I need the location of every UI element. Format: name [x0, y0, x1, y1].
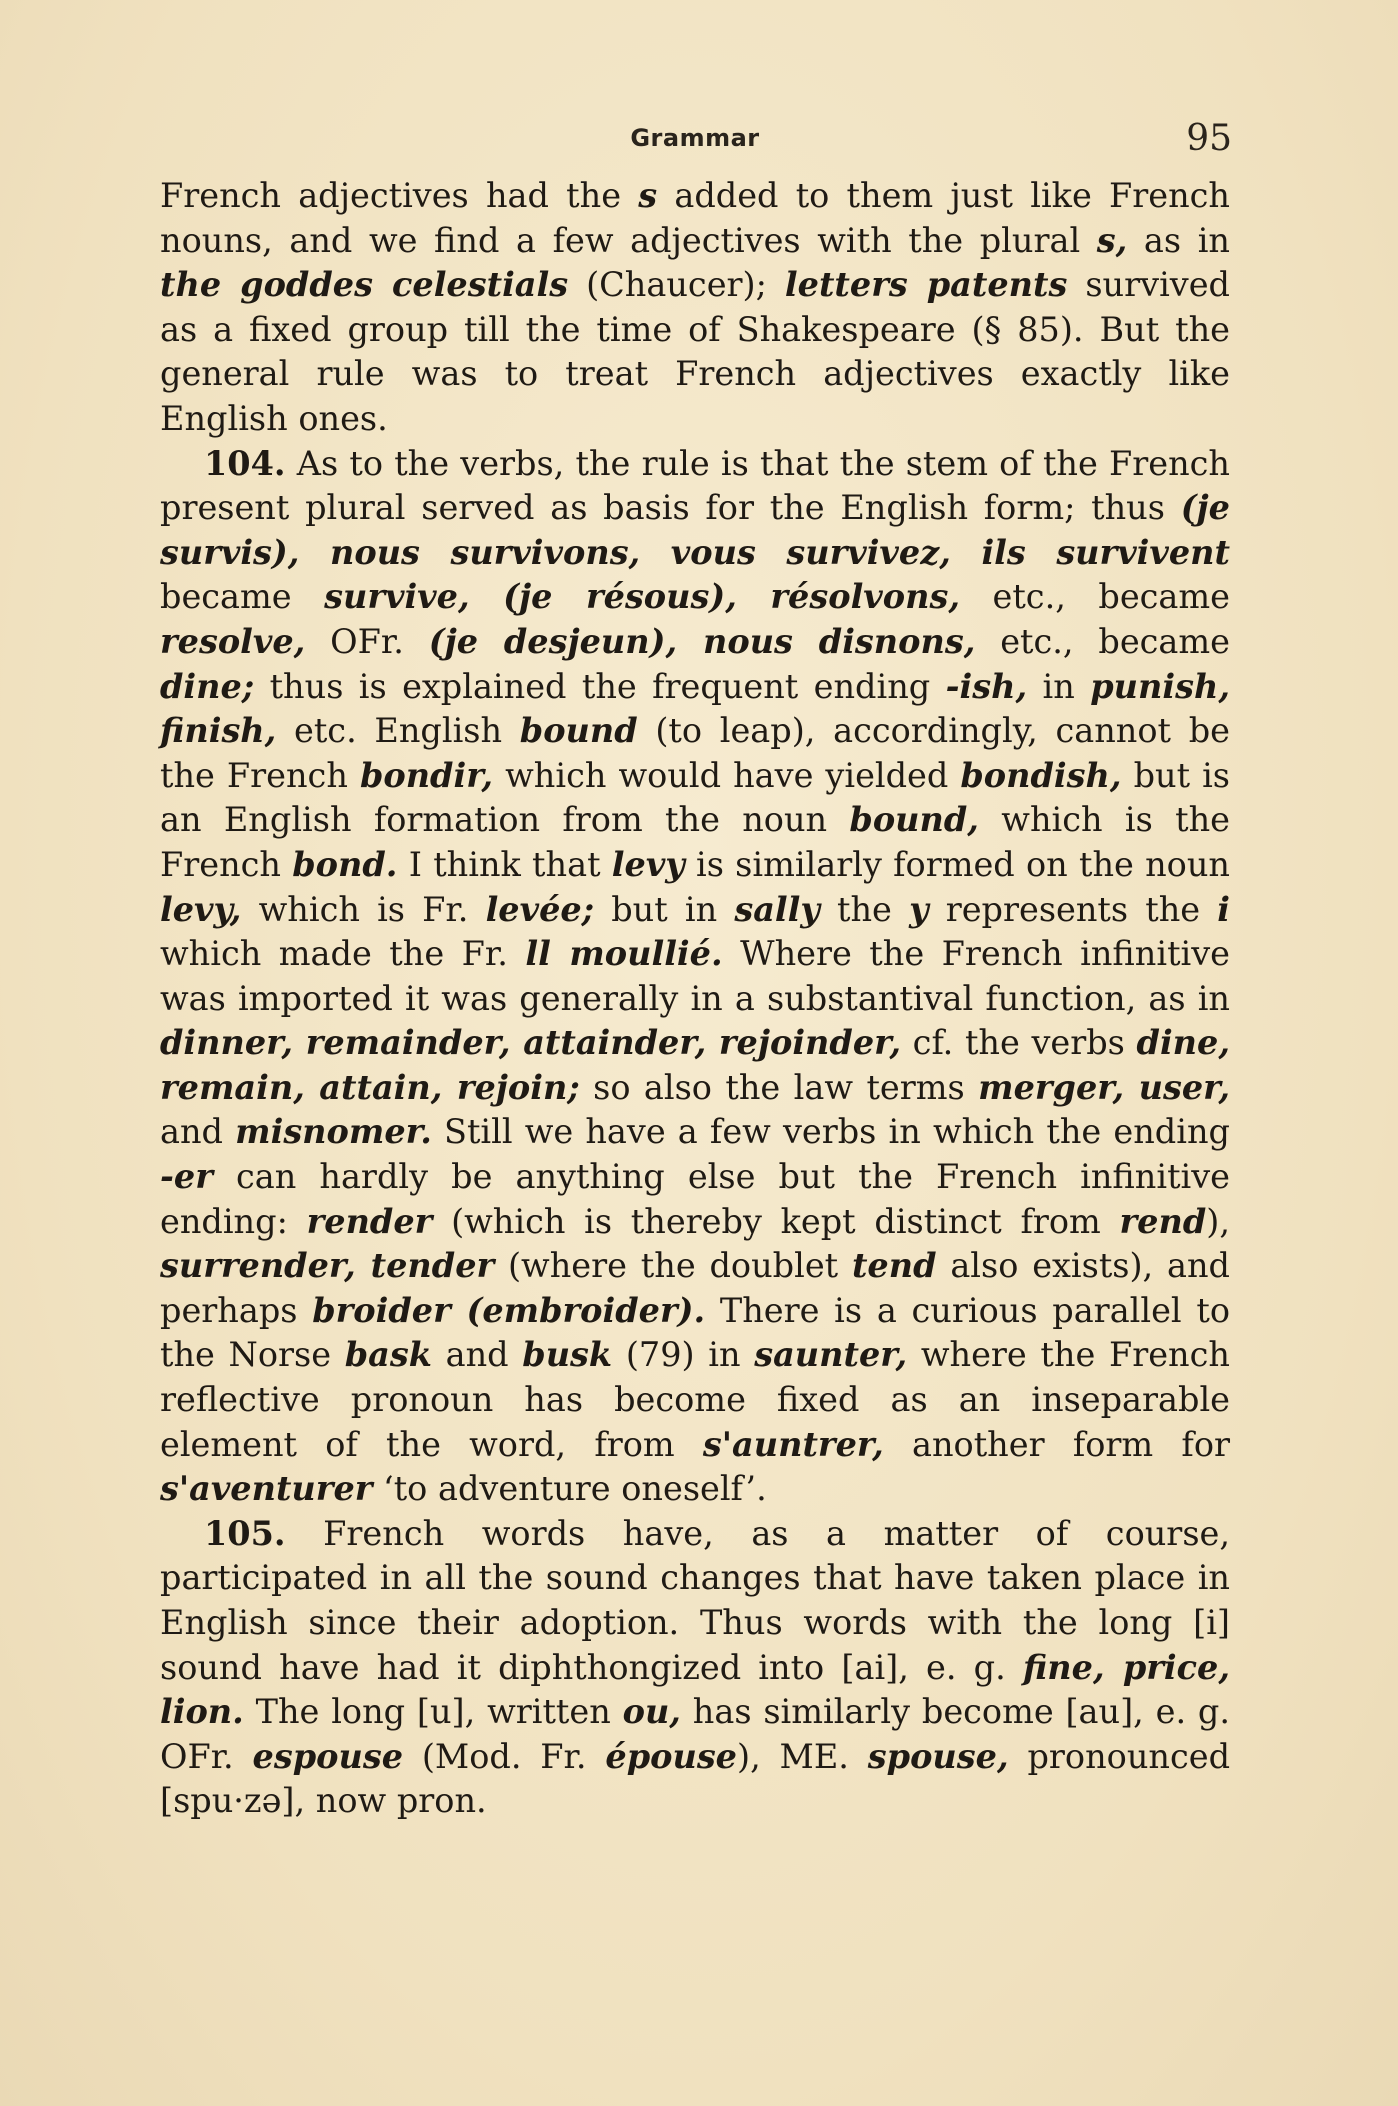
text-run: ‘to adventure oneself’. — [372, 1469, 767, 1509]
text-run: has similarly become [au], e. g. OFr. — [160, 1692, 1230, 1776]
italic-term: bondir, — [359, 755, 494, 795]
text-run: and — [160, 1112, 236, 1152]
italic-term: (je survis), nous survivons, vous survivez, ils survivent — [160, 488, 1230, 572]
italic-term: survive, (je résous), résolvons, — [324, 577, 960, 617]
text-run: thus is explained the frequent ending — [254, 666, 946, 706]
text-run: the — [819, 889, 910, 929]
text-run: ), ME. — [737, 1736, 868, 1776]
italic-term: i — [1217, 889, 1231, 929]
italic-term: s — [638, 176, 658, 215]
text-run: etc., became — [960, 577, 1230, 617]
italic-term: levy, — [160, 889, 242, 929]
paragraph-number: 105. — [204, 1513, 286, 1553]
paragraph-105 — [160, 1512, 1230, 1824]
italic-term: render — [306, 1201, 433, 1241]
text-run: (where the doublet — [494, 1246, 852, 1286]
italic-term: ou, — [622, 1692, 681, 1732]
text-run: which is the French — [160, 800, 1230, 884]
text-run: where the French reflective pronoun has become fixed as an inseparable element of the word, from — [160, 1335, 1230, 1464]
italic-term: misnomer. — [235, 1112, 432, 1152]
text-run: as in — [1127, 220, 1230, 260]
running-head — [160, 110, 1230, 174]
italic-term: levy — [611, 844, 685, 884]
italic-term: busk — [522, 1335, 613, 1375]
italic-term: espouse — [252, 1736, 404, 1776]
text-run: in — [1027, 666, 1091, 706]
italic-term: -ish, — [945, 666, 1028, 706]
italic-term: punish, finish, — [160, 666, 1230, 751]
book-page — [160, 110, 1230, 1824]
text-run: French words have, as a matter of course, participated in all the sound changes that have taken place in English since their adoption. Thus words with the long [i] sound have had it diphthongized into [ai], e. g. — [160, 1513, 1230, 1687]
text-run: OFr. — [305, 621, 429, 661]
text-run: Still we have a few verbs in which the ending — [431, 1112, 1230, 1152]
text-run: survived as a fixed group till the time of Shakespeare (§ 85). But the general rule was to treat French adjectives exactly like English ones. — [160, 265, 1230, 438]
italic-term: dine, remain, attain, rejoin; — [160, 1023, 1230, 1107]
italic-term: broider (embroider). — [312, 1290, 706, 1330]
text-run: (Chaucer); — [568, 265, 785, 305]
italic-term: sally — [734, 889, 820, 929]
text-run: As to the verbs, the rule is that the stem of the French present plural served as basis for the English form; thus — [160, 443, 1230, 528]
italic-term: surrender, tender — [160, 1246, 495, 1286]
italic-term: -er — [160, 1157, 213, 1197]
italic-term: the goddes celestials — [160, 265, 569, 305]
italic-term: (je desjeun), nous disnons, — [428, 621, 976, 661]
text-run: but is an English formation from the noun — [160, 755, 1230, 840]
italic-term: tend — [851, 1246, 937, 1286]
text-run: which would have yielded — [493, 755, 961, 795]
italic-term: ll moullié. — [525, 934, 723, 974]
running-title: Grammar — [630, 124, 760, 152]
text-run: etc. English — [276, 711, 520, 751]
italic-term: merger, user, — [978, 1067, 1231, 1107]
text-run: ), — [1206, 1201, 1230, 1241]
italic-term: spouse, — [867, 1736, 1009, 1776]
text-run: but in — [594, 889, 735, 929]
text-run: represents the — [928, 889, 1218, 929]
text-run: (Mod. Fr. — [403, 1736, 606, 1776]
italic-term: dinner, remainder, attainder, rejoinder, — [160, 1023, 902, 1063]
text-run: cf. the verbs — [901, 1023, 1137, 1063]
text-run: which is Fr. — [241, 889, 486, 929]
italic-term: s, — [1096, 220, 1128, 260]
text-run: became — [160, 577, 325, 617]
text-run: added to them just like French nouns, and we find a few adjectives with the plural — [160, 176, 1230, 260]
italic-term: dine; — [160, 666, 255, 706]
body-text — [160, 174, 1230, 1824]
italic-term: s'auntrer, — [702, 1424, 884, 1464]
text-run: There is a curious parallel to the Norse — [160, 1290, 1230, 1375]
italic-term: épouse — [605, 1736, 737, 1776]
paragraph-continuation — [160, 174, 1230, 442]
text-run: The long [u], written — [243, 1692, 623, 1732]
text-run: and — [431, 1335, 523, 1375]
text-run: which made the Fr. — [160, 934, 526, 974]
text-run: another form for — [883, 1424, 1230, 1464]
text-run: also exists), and perhaps — [160, 1246, 1231, 1330]
text-run: so also the law terms — [579, 1067, 979, 1107]
text-run: Where the French infinitive was imported it was generally in a substantival function, as in — [160, 934, 1230, 1018]
italic-term: bound, — [849, 800, 979, 840]
italic-term: s'aventurer — [160, 1469, 373, 1509]
text-run: pronounced [spu·zə], now pron. — [160, 1736, 1231, 1821]
italic-term: rend — [1119, 1201, 1207, 1241]
page-number: 95 — [1186, 118, 1232, 159]
italic-term: bask — [344, 1335, 432, 1375]
paragraph-104 — [160, 442, 1230, 1512]
text-run: (79) in — [612, 1335, 755, 1375]
text-run: I think that — [397, 844, 612, 884]
italic-term: y — [909, 889, 929, 929]
text-run: (which is thereby kept distinct from — [432, 1201, 1120, 1241]
italic-term: bond. — [292, 844, 398, 884]
italic-term: letters patents — [784, 265, 1068, 305]
text-run: is similarly formed on the noun — [684, 844, 1230, 884]
italic-term: fine, price, lion. — [160, 1647, 1230, 1732]
italic-term: resolve, — [160, 621, 306, 661]
text-run: French adjectives had the — [160, 176, 639, 215]
text-run: (to leap), accordingly, cannot be the French — [160, 711, 1230, 795]
text-run: etc., became — [975, 621, 1230, 661]
italic-term: bound — [519, 711, 638, 751]
italic-term: bondish, — [960, 755, 1122, 795]
italic-term: saunter, — [754, 1335, 908, 1375]
paragraph-number: 104. — [204, 443, 286, 483]
italic-term: levée; — [485, 889, 595, 929]
text-run: can hardly be anything else but the French infinitive ending: — [160, 1157, 1230, 1241]
